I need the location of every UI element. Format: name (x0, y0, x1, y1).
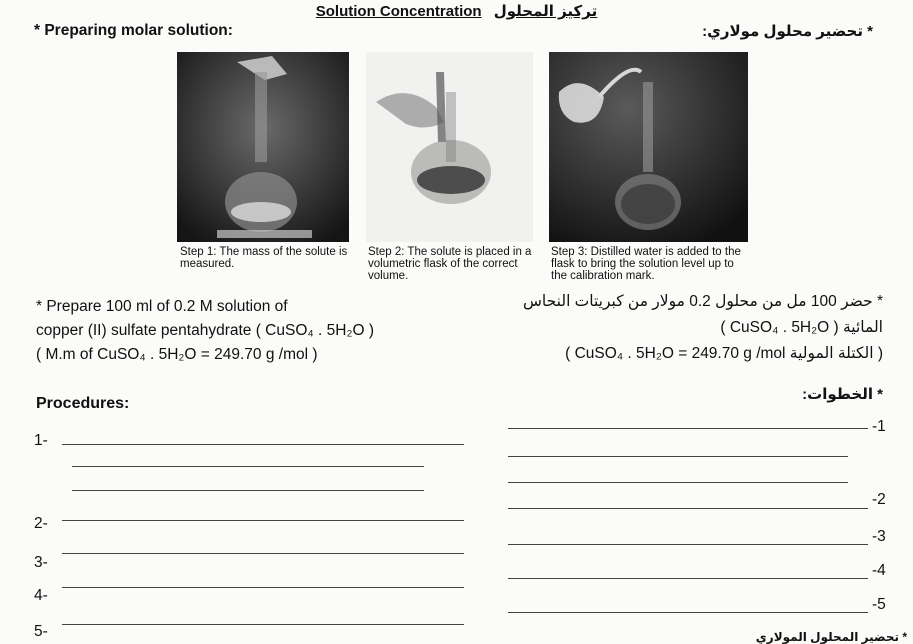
step1-photo (177, 52, 349, 242)
left-number-3: 3- (34, 554, 48, 571)
title-en: Solution Concentration (315, 3, 482, 20)
step2-photo (366, 52, 533, 242)
answer-line-right-4[interactable] (508, 578, 868, 579)
step2-caption: Step 2: The solute is placed in a volumetric flask of the correct volume. (368, 246, 532, 282)
right-number-1: -1 (872, 418, 886, 435)
right-number-3: -3 (872, 528, 886, 545)
right-number-4: -4 (872, 562, 886, 579)
answer-line-left-3[interactable] (62, 553, 464, 554)
flask-solute-illustration (366, 52, 533, 242)
answer-line-left-4[interactable] (62, 587, 464, 588)
task-en-line2: copper (II) sulfate pentahydrate ( CuSO₄ . 5H₂O ) (36, 322, 374, 339)
flask-weighing-illustration (177, 52, 349, 242)
footer-ar: * تحضير المحلول المولاري (755, 630, 907, 644)
flask-water-illustration (549, 52, 748, 242)
title-ar: تركيز المحلول (493, 3, 598, 20)
answer-line-left-5[interactable] (62, 624, 464, 625)
heading-en: * Preparing molar solution: (34, 22, 233, 39)
procedures-heading-ar: * الخطوات: (802, 386, 883, 403)
task-ar-line1: * حضر 100 مل من محلول 0.2 مولار من كبريتات النحاس (523, 293, 883, 310)
task-en-line1: * Prepare 100 ml of 0.2 M solution of (36, 298, 288, 315)
answer-line-left-2[interactable] (62, 520, 464, 521)
page-title (0, 2, 913, 20)
right-number-5: -5 (872, 596, 886, 613)
answer-line-left-1c[interactable] (72, 490, 424, 491)
answer-line-right-1[interactable] (508, 428, 868, 429)
answer-line-right-3[interactable] (508, 544, 868, 545)
step1-caption: Step 1: The mass of the solute is measured. (180, 246, 348, 270)
answer-line-right-2[interactable] (508, 508, 868, 509)
right-number-2: -2 (872, 491, 886, 508)
heading-ar: * تحضير محلول مولاري: (702, 23, 873, 40)
task-ar-line3: ( الكتلة المولية CuSO₄ . 5H₂O = 249.70 g /mol ) (565, 345, 883, 362)
procedures-heading-en: Procedures: (36, 395, 130, 412)
left-number-2: 2- (34, 515, 48, 532)
left-number-5: 5- (34, 623, 48, 640)
left-number-4: 4- (34, 587, 48, 604)
answer-line-right-5[interactable] (508, 612, 868, 613)
answer-line-left-1[interactable] (62, 444, 464, 445)
step3-photo (549, 52, 748, 242)
task-ar-line2: المائية ( CuSO₄ . 5H₂O ) (720, 319, 883, 336)
task-en-line3: ( M.m of CuSO₄ . 5H₂O = 249.70 g /mol ) (36, 346, 318, 363)
answer-line-left-1b[interactable] (72, 466, 424, 467)
answer-line-right-1c[interactable] (508, 482, 848, 483)
left-number-1: 1- (34, 432, 48, 449)
answer-line-right-1b[interactable] (508, 456, 848, 457)
step3-caption: Step 3: Distilled water is added to the flask to bring the solution level up to the calibration mark. (551, 246, 741, 282)
